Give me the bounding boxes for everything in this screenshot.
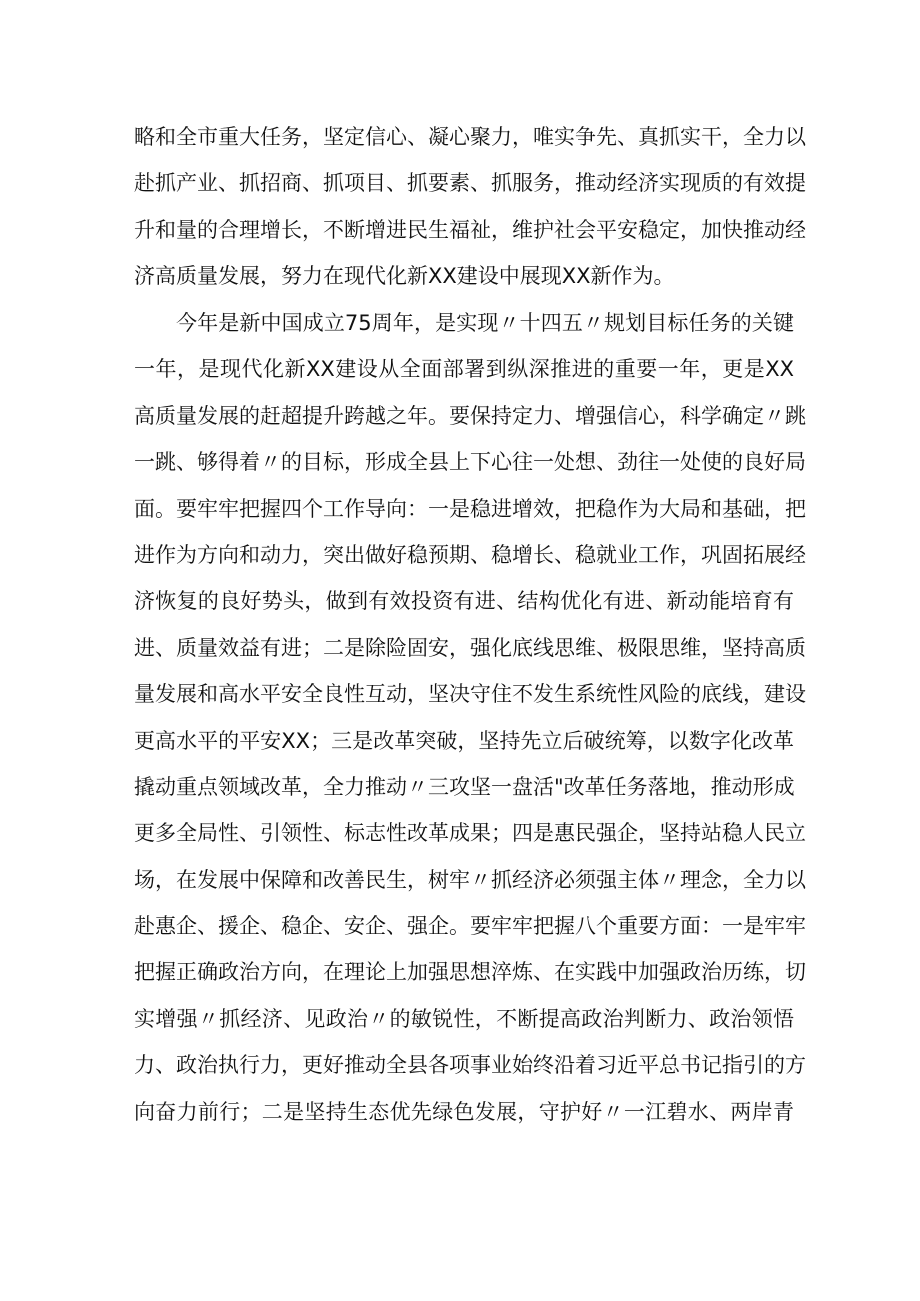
paragraph-1 xyxy=(134,114,806,300)
text-line: 量发展和高水平安全良性互动，坚决守住不发生系统性风险的底线，建设 xyxy=(134,682,806,707)
text-line: 力、政治执行力，更好推动全县各项事业始终沿着习近平总书记指引的方 xyxy=(134,1053,806,1078)
text-line: 高质量发展的赶超提升跨越之年。要保持定力、增强信心，科学确定〃跳 xyxy=(134,403,806,428)
text-line: 略和全市重大任务，坚定信心、凝心聚力，唯实争先、真抓实干，全力以 xyxy=(134,125,806,149)
paragraph-2 xyxy=(134,300,806,1135)
text-line: 实增强〃抓经济、见政治〃的敏锐性，不断提高政治判断力、政治领悟 xyxy=(134,1006,794,1031)
text-line: 把握正确政治方向，在理论上加强思想淬炼、在实践中加强政治历练，切 xyxy=(134,960,806,985)
text-line: 升和量的合理增长，不断增进民生福祉，维护社会平安稳定，加快推动经 xyxy=(134,217,806,242)
text-line: 更高水平的平安XX；三是改革突破，坚持先立后破统筹，以数字化改革 xyxy=(134,728,794,753)
text-line: 撬动重点领域改革，全力推动〃三攻坚一盘活"改革任务落地，推动形成 xyxy=(134,774,795,799)
text-line: 一年，是现代化新XX建设从全面部署到纵深推进的重要一年，更是XX xyxy=(134,357,794,382)
text-line: 场，在发展中保障和改善民生，树牢〃抓经济必须强主体〃理念，全力以 xyxy=(134,867,806,892)
text-line: 一跳、够得着〃的目标，形成全县上下心往一处想、劲往一处使的良好局 xyxy=(134,450,806,475)
text-line: 济恢复的良好势头，做到有效投资有进、结构优化有进、新动能培育有 xyxy=(134,589,794,614)
text-line: 进、质量效益有进；二是除险固安，强化底线思维、极限思维，坚持高质 xyxy=(134,635,806,660)
text-line: 面。要牢牢把握四个工作导向：一是稳进增效，把稳作为大局和基础，把 xyxy=(134,496,806,521)
text-line: 济高质量发展，努力在现代化新XX建设中展现XX新作为。 xyxy=(134,264,675,289)
text-line: 向奋力前行；二是坚持生态优先绿色发展，守护好〃一江碧水、两岸青 xyxy=(134,1099,794,1124)
text-line: 进作为方向和动力，突出做好稳预期、稳增长、稳就业工作，巩固拓展经 xyxy=(134,542,806,567)
text-line: 赴抓产业、抓招商、抓项目、抓要素、抓服务，推动经济实现质的有效提 xyxy=(134,171,806,196)
text-line: 更多全局性、引领性、标志性改革成果；四是惠民强企，坚持站稳人民立 xyxy=(134,821,806,846)
text-line: 今年是新中国成立75周年，是实现〃十四五〃规划目标任务的关键 xyxy=(176,311,794,335)
text-line: 赴惠企、援企、稳企、安企、强企。要牢牢把握八个重要方面：一是牢牢 xyxy=(134,914,806,939)
